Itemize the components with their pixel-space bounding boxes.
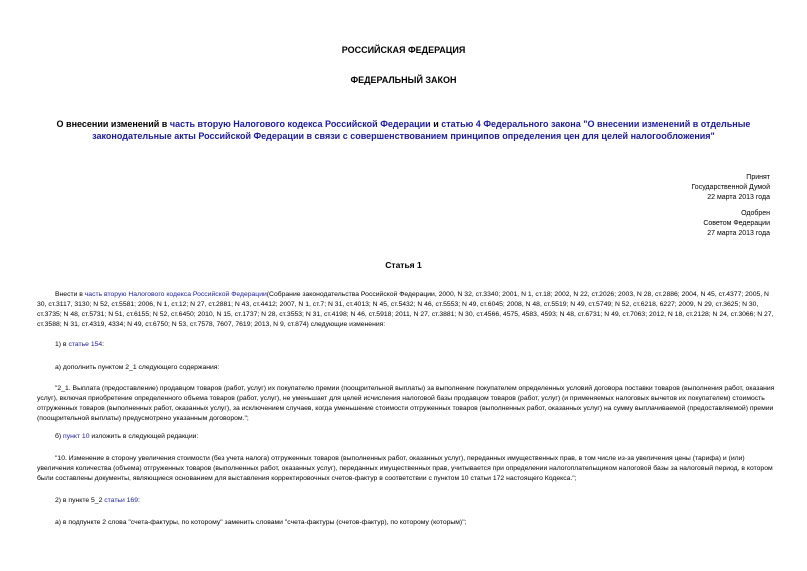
article-169-link[interactable]: статьи 169 [104,497,138,504]
approved-by: Советом Федерации [703,220,770,227]
item-1a-paragraph: а) дополнить пунктом 2_1 следующего содержания: [55,364,220,371]
intro-tax-code-link[interactable]: часть вторую Налогового кодекса Российской Федерации [84,291,267,298]
subject-middle: и [430,119,442,129]
subject-prefix: О внесении изменений в [56,119,170,129]
quote-2-1-paragraph: "2_1. Выплата (предоставление) продавцом товаров (работ, услуг) их покупателю премии (поощрительной выплаты) за выполнение покупателем определенных условий договора поставки товаров (выполнения работ, оказания услуг), включая приобретение определенного объема товаров (работ, услуг), не уменьшает для целей исчисления налоговой базы продавцом товаров (работ, услуг) (и применяемых налоговых вычетов их покупателем) стоимость отгруженных товаров (выполненных работ, оказанных услуг), за исключением случаев, когда уменьшение стоимости отгруженных товаров (выполненных работ, оказанных услуг) на сумму выплачиваемой (предоставляемой) премии (поощрительной выплаты) предусмотрено указанным договором."; [37,385,775,422]
law-subject-title [0,118,807,142]
item-2-paragraph [37,496,777,506]
federal-law-article-link[interactable]: статью 4 Федерального закона "О внесении изменений в отдельные законодательные акты Российской Федерации в связи с совершенствованием принципов определения цен для целей налогообложения" [92,119,751,141]
item1-prefix: 1) в [55,341,69,348]
adoption-duma-block [691,173,770,203]
intro-prefix: Внести в [55,291,85,298]
adopted-by: Государственной Думой [691,184,770,191]
quote-10-paragraph: "10. Изменение в сторону увеличения стоимости (без учета налога) отгруженных товаров (выполненных работ, оказанных услуг), переданных имущественных прав, в том числе из-за увеличения цены (тарифа) и (или) увеличения количества (объема) отгруженных товаров (выполненных работ, оказанных услуг), переданных имущественных прав, учитывается при определении налогоплательщиком налоговой базы за налоговый период, в котором были составлены документы, являющиеся основанием для выставления корректировочных счетов-фактур в соответствии с пунктом 10 статьи 172 настоящего Кодекса."; [37,455,773,482]
adopted-date: 22 марта 2013 года [707,194,770,201]
item2-prefix: 2) в пункте 5_2 [55,497,105,504]
law-type-heading: ФЕДЕРАЛЬНЫЙ ЗАКОН [350,75,457,85]
approved-date: 27 марта 2013 года [707,230,770,237]
adopted-label: Принят [746,174,770,181]
article-154-link[interactable]: статье 154 [68,341,103,348]
item1b-suffix: изложить в следующей редакции: [89,433,199,440]
item-2a-paragraph: а) в подпункте 2 слова "счета-фактуры, по которому" заменить словами "счета-фактуры (счетов-фактур), по которому (которым)"; [55,519,467,526]
item1-suffix: : [102,341,105,348]
article-title: Статья 1 [385,260,422,270]
tax-code-link[interactable]: часть вторую Налогового кодекса Российской Федерации [169,119,431,129]
item1b-prefix: б) [55,433,64,440]
point-10-link[interactable]: пункт 10 [63,433,90,440]
article-intro-paragraph [37,290,777,330]
item-1-paragraph [37,340,777,350]
item-1b-paragraph [37,432,777,442]
approved-label: Одобрен [741,210,770,217]
item2-suffix: : [138,497,140,504]
approval-council-block [703,209,770,239]
federation-heading: РОССИЙСКАЯ ФЕДЕРАЦИЯ [341,45,466,55]
intro-rest: (Собрание законодательства Российской Федерации, 2000, N 32, ст.3340; 2001, N 1, ст.18; 2002, N 22, ст.2026; 2003, N 28, ст.2886; 2004, N 45, ст.4377; 2005, N 30, ст.3117, 3130; N 52, ст.5581; 2006, N 1, ст.12; N 27, ст.2881; N 43, ст.4412; 2007, N 1, ст.7; N 31, ст.4013; N 45, ст.5432; N 46, ст.5553; N 49, ст.6045; 2008, N 48, ст.5519; N 49, ст.5749; N 52, ст.6218, 6227; 2009, N 29, ст.3625; N 30, ст.3735; N 48, ст.5731; N 51, ст.6155; N 52, ст.6450; 2010, N 15, ст.1737; N 28, ст.3553; N 31, ст.4198; N 46, ст.5918; 2011, N 27, ст.3881; N 30, ст.4566, 4575, 4583, 4593; N 48, ст.6731; N 49, ст.7063; 2012, N 18, ст.2128; N 24, ст.3066; N 27, ст.3588; N 31, ст.4319, 4334; N 49, ст.6750; N 53, ст.7578, 7607, 7619; 2013, N 9, ст.874) следующие изменения: [37,291,774,328]
